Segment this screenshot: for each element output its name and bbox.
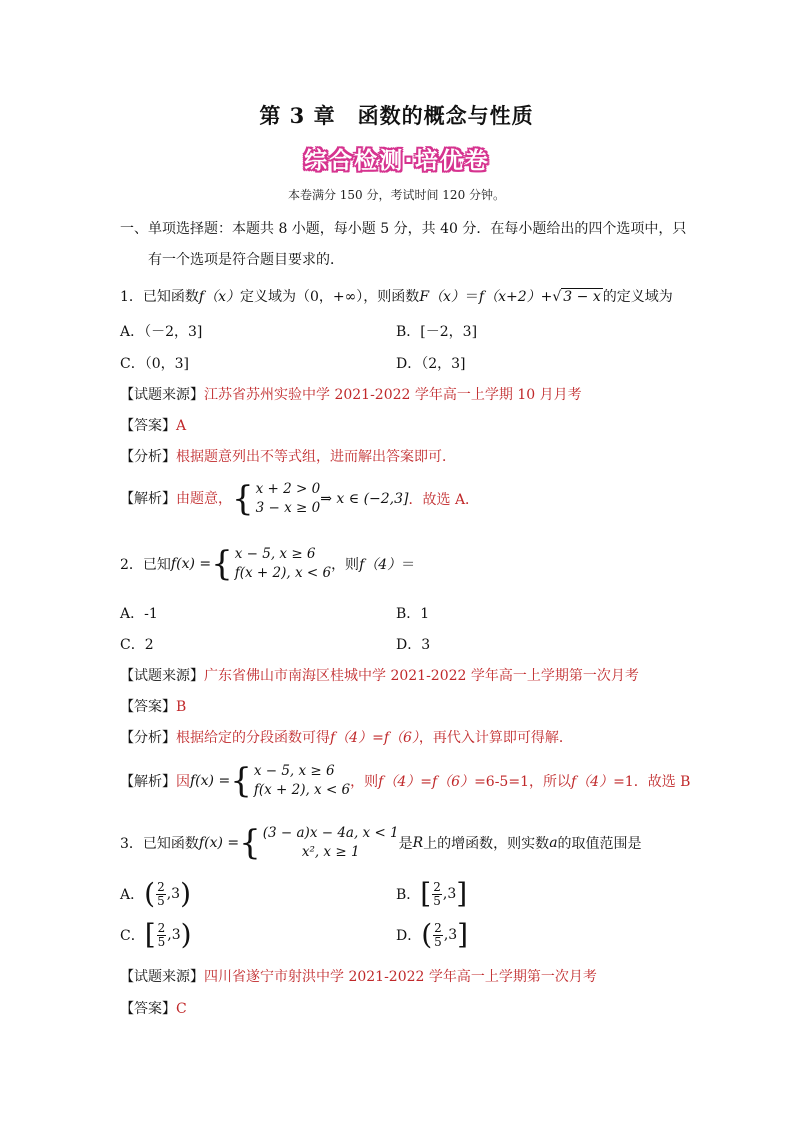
close-bracket: ]	[457, 918, 469, 951]
chapter-title: 第 3 章 函数的概念与性质	[259, 103, 534, 128]
q2-sol-formula: f（4）	[570, 774, 614, 790]
fraction	[157, 922, 167, 949]
fraction-denominator: 5	[157, 893, 165, 908]
exam-note: 本卷满分 150 分，考试时间 120 分钟。	[287, 188, 506, 202]
q1-stem-part: ＝	[464, 289, 479, 305]
q3-piecewise	[263, 824, 399, 862]
q2-option-b: B．1	[396, 606, 430, 622]
q3-var-a: a	[549, 835, 558, 851]
option-letter: B．	[396, 887, 421, 903]
q3-answer-value: C	[176, 1001, 187, 1017]
q1-Fx: F（x）	[419, 289, 465, 305]
q3-option-c	[120, 918, 192, 951]
analysis-label: 【分析】	[120, 730, 176, 746]
fraction-numerator: 2	[157, 879, 165, 894]
q2-option-a: A．-1	[120, 606, 158, 622]
q2-sol-case-1: x − 5, x ≥ 6	[253, 763, 335, 779]
q3-case-2: x², x ≥ 1	[301, 844, 360, 860]
q2-sol-text: ，则	[350, 774, 379, 790]
q2-analysis	[120, 727, 573, 747]
interval-upper: ,3	[442, 886, 457, 902]
fraction	[432, 881, 442, 908]
fraction-denominator: 5	[157, 934, 166, 949]
q2-stem-part: ＝	[401, 557, 416, 573]
q2-sol-piecewise	[254, 762, 350, 800]
banner-text: 综合检测·培优卷	[304, 147, 490, 174]
q2-fx: f(x) =	[170, 556, 212, 572]
interval-upper: ,3	[167, 927, 181, 943]
fraction-numerator: 2	[157, 920, 166, 935]
q1-option-d: D．（2，3]	[396, 356, 466, 372]
option-letter: D．	[396, 928, 422, 944]
q1-source-text: 江苏省苏州实验中学 2021-2022 学年高一上学期 10 月月考	[204, 387, 582, 403]
interval-upper: ,3	[443, 927, 458, 943]
q1-sol-text: 由题意，	[176, 491, 232, 507]
q2-piecewise	[235, 545, 331, 583]
q2-option-c: C．2	[120, 637, 154, 653]
q2-stem-part: ，则	[331, 557, 360, 573]
solution-label: 【解析】	[120, 774, 176, 790]
q1-fx: f（x）	[198, 289, 240, 305]
q2-f4: f（4）	[359, 557, 402, 573]
fraction	[433, 922, 443, 949]
q2-case-1: x − 5, x ≥ 6	[234, 546, 316, 562]
q1-case-2: 3 − x ≥ 0	[255, 500, 321, 516]
section-heading-line2: 有一个选项是符合题目要求的．	[148, 252, 344, 268]
open-paren: (	[144, 877, 156, 910]
q1-option-b: B．[－2，3]	[396, 324, 478, 340]
q2-source	[120, 665, 639, 685]
left-brace: {	[232, 479, 254, 519]
q2-sol-fx: f(x) =	[190, 773, 231, 789]
close-bracket: ]	[456, 877, 468, 910]
fraction-denominator: 5	[434, 934, 442, 949]
q1-solution	[120, 480, 479, 518]
q1-inequality-system	[256, 480, 321, 518]
question-2-stem	[120, 545, 415, 583]
q2-sol-text: 因	[176, 774, 190, 790]
section-heading-line1: 一、单项选择题：本题共 8 小题，每小题 5 分，共 40 分．在每小题给出的四个选项中，只	[120, 221, 687, 237]
source-label: 【试题来源】	[120, 969, 204, 985]
q3-option-b	[396, 877, 468, 910]
exam-banner	[284, 143, 510, 173]
q2-source-text: 广东省佛山市南海区桂城中学 2021-2022 学年高一上学期第一次月考	[204, 668, 639, 684]
source-label: 【试题来源】	[120, 387, 204, 403]
answer-label: 【答案】	[120, 1001, 176, 1017]
q3-stem-part: 是	[398, 836, 413, 852]
fraction-numerator: 2	[433, 879, 441, 894]
sqrt-symbol: √	[552, 289, 562, 305]
open-bracket: [	[420, 877, 432, 910]
fraction	[156, 881, 166, 908]
q2-sol-formula: f（4）=f（6）	[378, 774, 475, 790]
q2-analysis-text: ，再代入计算即可得解．	[418, 730, 573, 746]
q3-option-a	[120, 877, 191, 910]
q3-R: R	[412, 835, 424, 851]
q1-case-1: x + 2 > 0	[255, 481, 321, 497]
analysis-label: 【分析】	[120, 449, 176, 465]
q1-sqrt-radicand: 3 − x	[563, 289, 601, 305]
option-letter: C．	[120, 928, 145, 944]
q3-source	[120, 966, 597, 986]
q3-source-text: 四川省遂宁市射洪中学 2021-2022 学年高一上学期第一次月考	[204, 969, 597, 985]
q1-sol-result: ⇒ x ∈ (−2,3]	[320, 491, 409, 507]
q3-answer	[120, 998, 187, 1018]
open-paren: (	[421, 918, 433, 951]
left-brace: {	[230, 761, 252, 801]
q3-option-d	[396, 918, 469, 951]
q1-stem-part: +	[540, 289, 553, 305]
close-paren: )	[180, 877, 191, 910]
q1-stem-part: 的定义域为	[602, 289, 673, 305]
q3-fx: f(x) =	[198, 835, 240, 851]
q1-answer-value: A	[176, 418, 187, 434]
q1-sol-text: ．故选 A．	[408, 492, 480, 508]
fraction-denominator: 5	[433, 893, 441, 908]
source-label: 【试题来源】	[120, 668, 204, 684]
q2-answer-value: B	[176, 699, 187, 715]
close-paren: )	[180, 918, 192, 951]
q2-analysis-formula: f（4）=f（6）	[330, 730, 419, 746]
question-3-stem	[120, 824, 642, 862]
question-1-stem	[120, 286, 673, 306]
fraction-numerator: 2	[434, 920, 442, 935]
q2-sol-case-2: f(x + 2), x < 6	[253, 782, 351, 798]
option-letter: A．	[120, 887, 145, 903]
q2-analysis-text: 根据给定的分段函数可得	[176, 730, 330, 746]
q2-stem-part: 2．已知	[120, 557, 171, 573]
q2-sol-text: =1．故选 B	[613, 774, 691, 790]
q1-answer	[120, 415, 186, 435]
q3-stem-part: 上的增函数，则实数	[423, 836, 550, 852]
open-bracket: [	[144, 918, 156, 951]
left-brace: {	[239, 823, 261, 863]
q1-analysis-text: 根据题意列出不等式组，进而解出答案即可．	[176, 449, 456, 465]
left-brace: {	[211, 544, 233, 584]
answer-label: 【答案】	[120, 418, 176, 434]
q1-stem-part: 定义域为（0，+∞），则函数	[240, 289, 420, 305]
q2-sol-text: =6-5=1，所以	[474, 774, 571, 790]
q3-stem-part: 3．已知函数	[120, 836, 199, 852]
q2-solution	[120, 762, 690, 800]
q2-option-d: D．3	[396, 637, 431, 653]
q3-case-1: (3 − a)x − 4a, x < 1	[262, 825, 399, 841]
interval-upper: ,3	[166, 886, 181, 902]
q1-fx2: f（x+2）	[478, 289, 541, 305]
q1-option-c: C．（0，3]	[120, 356, 189, 372]
q3-stem-part: 的取值范围是	[557, 836, 642, 852]
answer-label: 【答案】	[120, 699, 176, 715]
q1-stem-part: 1．已知函数	[120, 289, 199, 305]
q2-case-2: f(x + 2), x < 6	[234, 565, 332, 581]
solution-label: 【解析】	[120, 491, 176, 507]
q1-analysis	[120, 446, 456, 466]
q1-option-a: A．（－2，3]	[120, 324, 203, 340]
q2-answer	[120, 696, 186, 716]
q1-source	[120, 384, 582, 404]
